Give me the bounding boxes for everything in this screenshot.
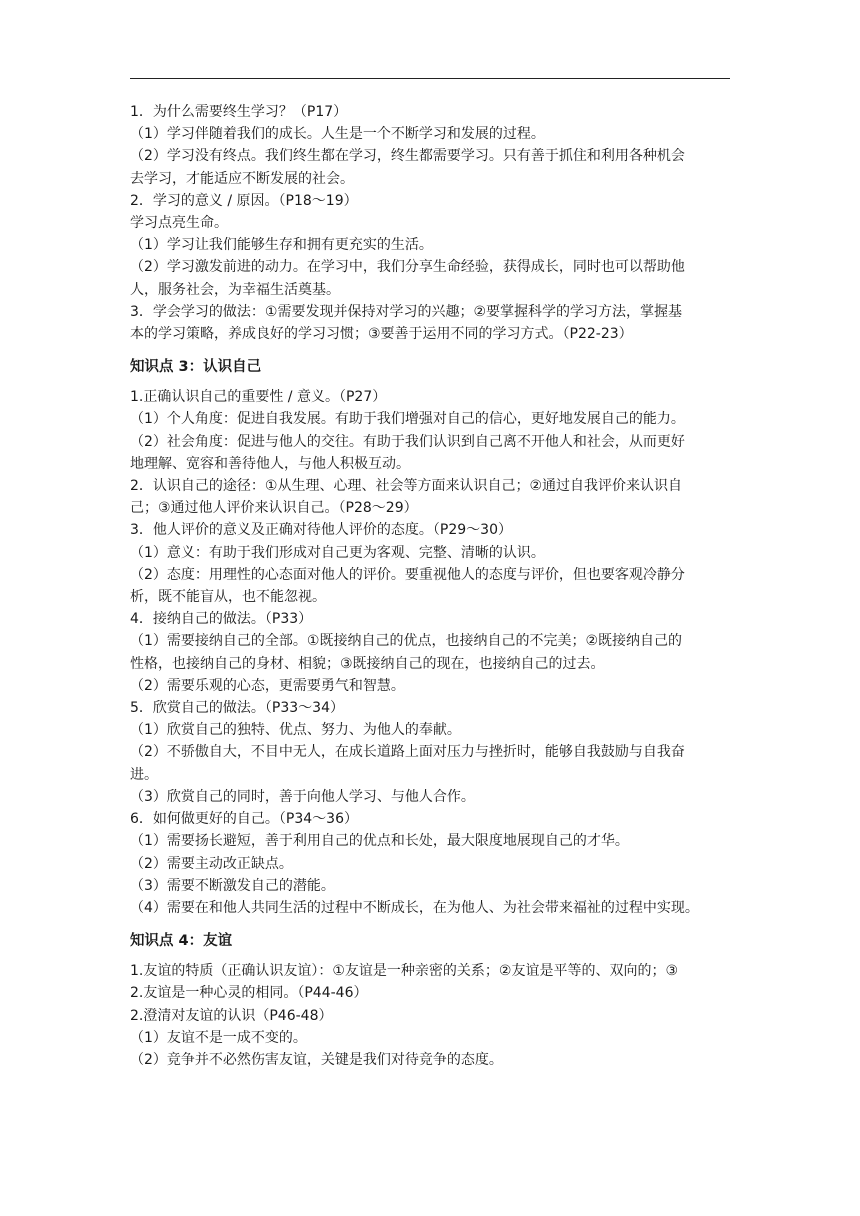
text-line: （2）竞争并不必然伤害友谊，关键是我们对待竞争的态度。 bbox=[130, 1051, 503, 1068]
text-line: 3．他人评价的意义及正确对待他人评价的态度。（P29～30） bbox=[130, 522, 512, 539]
text-line: （1）欣赏自己的独特、优点、努力、为他人的奉献。 bbox=[130, 722, 461, 739]
text-line: （3）需要不断激发自己的潜能。 bbox=[130, 877, 335, 894]
document-body bbox=[130, 101, 730, 1071]
text-line: （2）学习激发前进的动力。在学习中，我们分享生命经验，获得成长，同时也可以帮助他 bbox=[130, 259, 685, 276]
text-line: （2）需要乐观的心态，更需要勇气和智慧。 bbox=[130, 677, 405, 694]
text-line: 1.正确认识自己的重要性 / 意义。（P27） bbox=[130, 389, 387, 406]
text-line: 6．如何做更好的自己。（P34～36） bbox=[130, 811, 358, 828]
text-line: （2）态度：用理性的心态面对他人的评价。要重视他人的态度与评价，但也要客观冷静分 bbox=[130, 566, 685, 583]
text-line: 人，服务社会，为幸福生活奠基。 bbox=[130, 281, 340, 298]
text-line: （1）意义：有助于我们形成对自己更为客观、完整、清晰的认识。 bbox=[130, 544, 545, 561]
text-line: （2）社会角度：促进与他人的交往。有助于我们认识到自己离不开他人和社会，从而更好 bbox=[130, 433, 685, 450]
text-line: 2.友谊是一种心灵的相同。（P44-46） bbox=[130, 985, 368, 1002]
text-line: （1）需要扬长避短，善于利用自己的优点和长处，最大限度地展现自己的才华。 bbox=[130, 833, 629, 850]
text-line: 1．为什么需要终生学习？（P17） bbox=[130, 104, 348, 120]
text-line: 2.澄清对友谊的认识（P46-48） bbox=[130, 1007, 333, 1024]
text-line: （1）学习伴随着我们的成长。人生是一个不断学习和发展的过程。 bbox=[130, 126, 545, 143]
text-line: （4）需要在和他人共同生活的过程中不断成长，在为他人、为社会带来福祉的过程中实现。 bbox=[130, 899, 699, 916]
text-line: 2．学习的意义 / 原因。（P18～19） bbox=[130, 192, 358, 209]
text-line: 5．欣赏自己的做法。（P33～34） bbox=[130, 700, 344, 717]
text-line: 学习点亮生命。 bbox=[130, 215, 228, 232]
text-line: （1）个人角度：促进自我发展。有助于我们增强对自己的信心，更好地发展自己的能力。 bbox=[130, 411, 685, 428]
text-line: 4．接纳自己的做法。（P33） bbox=[130, 611, 313, 628]
text-line: 地理解、宽容和善待他人，与他人积极互动。 bbox=[130, 455, 410, 472]
text-line: 1.友谊的特质（正确认识友谊）：①友谊是一种亲密的关系；②友谊是平等的、双向的；③ bbox=[130, 963, 679, 980]
text-line: 己；③通过他人评价来认识自己。（P28～29） bbox=[130, 500, 418, 517]
text-line: （1）学习让我们能够生存和拥有更充实的生活。 bbox=[130, 237, 433, 254]
text-line: （3）欣赏自己的同时，善于向他人学习、与他人合作。 bbox=[130, 788, 475, 805]
text-line: 本的学习策略，养成良好的学习习惯；③要善于运用不同的学习方式。（P22-23） bbox=[130, 326, 633, 343]
section-heading: 知识点 4：友谊 bbox=[130, 933, 233, 950]
text-line: 进。 bbox=[130, 766, 158, 783]
header-rule bbox=[130, 78, 730, 79]
text-line: 2．认识自己的途径：①从生理、心理、社会等方面来认识自己；②通过自我评价来认识自 bbox=[130, 478, 683, 495]
text-line: 析，既不能盲从，也不能忽视。 bbox=[130, 589, 326, 606]
text-line: 3．学会学习的做法：①需要发现并保持对学习的兴趣；②要掌握科学的学习方法，掌握基 bbox=[130, 303, 683, 320]
text-line: （2）学习没有终点。我们终生都在学习，终生都需要学习。只有善于抓住和利用各种机会 bbox=[130, 148, 685, 165]
text-line: （1）需要接纳自己的全部。①既接纳自己的优点，也接纳自己的不完美；②既接纳自己的 bbox=[130, 633, 683, 650]
text-line: （2）不骄傲自大，不目中无人，在成长道路上面对压力与挫折时，能够自我鼓励与自我奋 bbox=[130, 744, 685, 761]
text-line: （1）友谊不是一成不变的。 bbox=[130, 1029, 307, 1046]
text-line: （2）需要主动改正缺点。 bbox=[130, 855, 293, 872]
text-line: 去学习，才能适应不断发展的社会。 bbox=[130, 170, 354, 187]
section-heading: 知识点 3：认识自己 bbox=[130, 359, 262, 376]
text-line: 性格，也接纳自己的身材、相貌；③既接纳自己的现在，也接纳自己的过去。 bbox=[130, 655, 605, 672]
